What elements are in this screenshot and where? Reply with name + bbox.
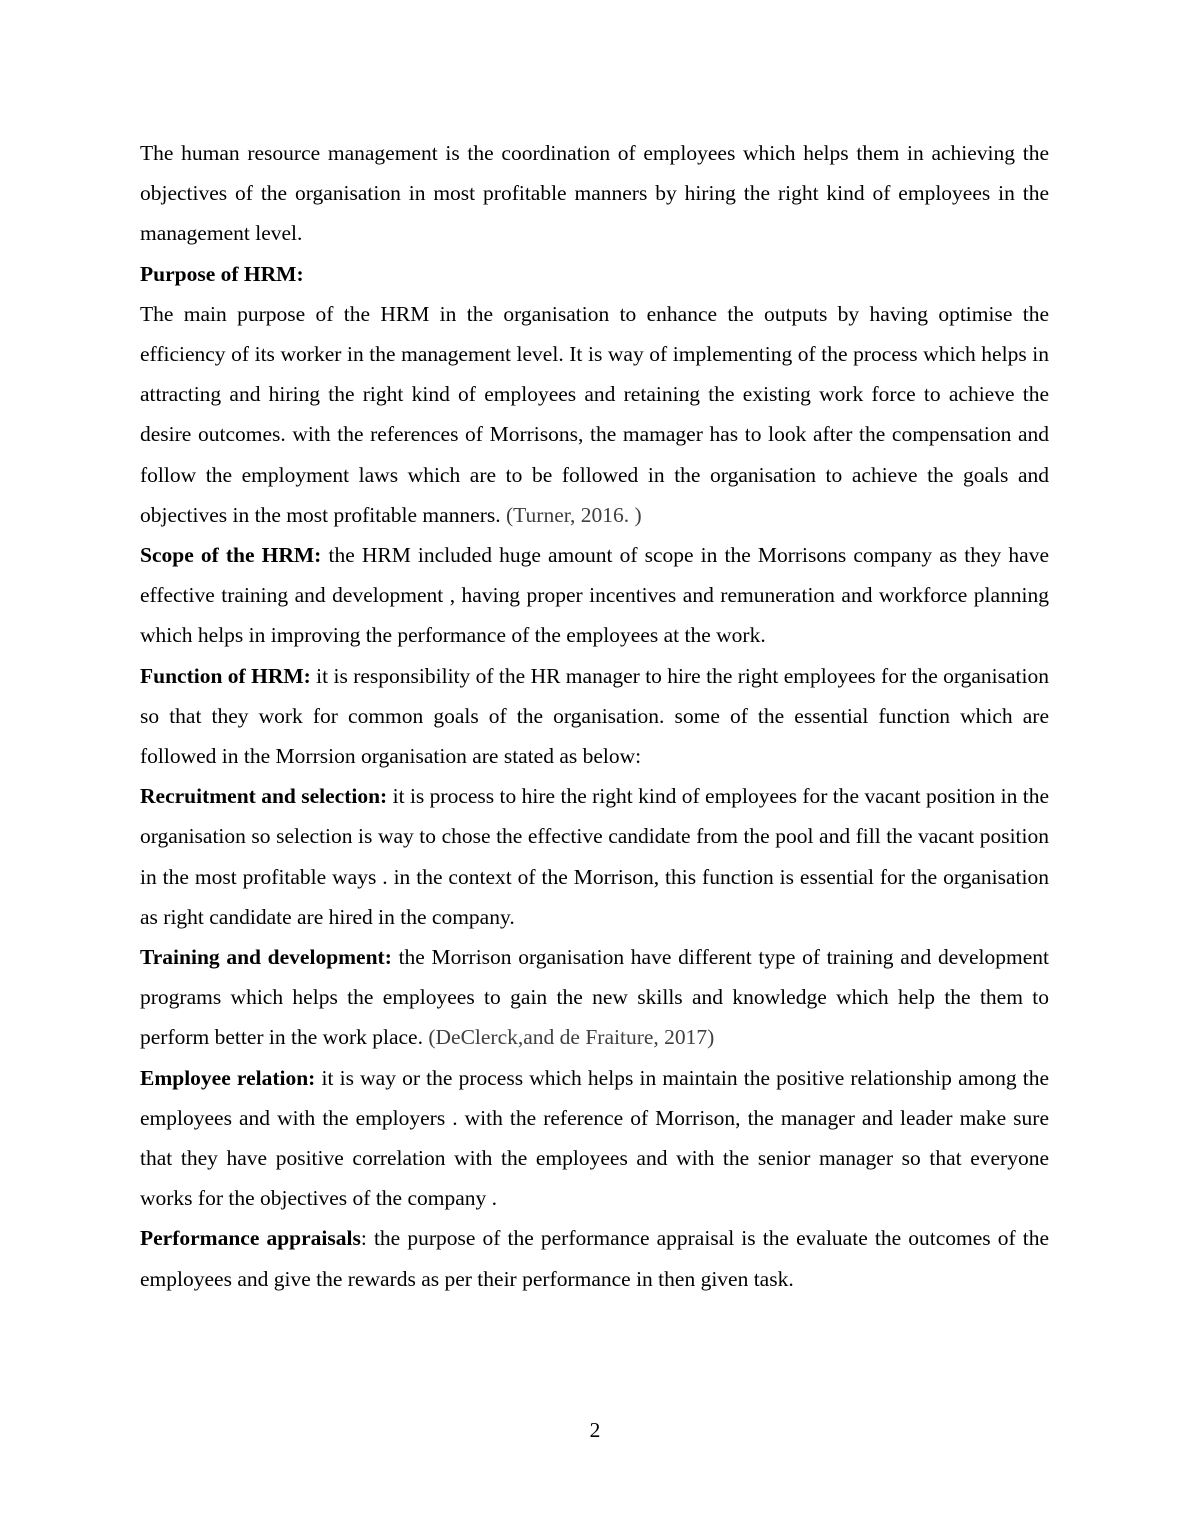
training-text: the Morrison organisation have different type of training and development programs which helps the employees to gain the new skills and knowledge which help the them to perform better in the work place. xyxy=(140,945,1049,1050)
purpose-citation: (Turner, 2016. ) xyxy=(506,502,642,527)
recruitment-heading: Recruitment and selection: xyxy=(140,784,388,809)
training-heading: Training and development: xyxy=(140,945,392,970)
scope-heading: Scope of the HRM: xyxy=(140,543,322,568)
function-paragraph xyxy=(140,656,1049,777)
page-number: 2 xyxy=(589,1418,601,1442)
appraisals-text: : the purpose of the performance appraisal is the evaluate the outcomes of the employees and give the rewards as per their performance in then given task. xyxy=(140,1226,1049,1291)
intro-paragraph xyxy=(140,133,1049,254)
function-heading: Function of HRM: xyxy=(140,663,311,688)
recruitment-paragraph xyxy=(140,776,1049,937)
purpose-text: The main purpose of the HRM in the organisation to enhance the outputs by having optimise the efficiency of its worker in the management level. It is way of implementing of the process which helps in attracting and hiring the right kind of employees and retaining the existing work force to achieve the desire outcomes. with the references of Morrisons, the mamager has to look after the compensation and follow the employment laws which are to be followed in the organisation to achieve the goals and objectives in the most profitable manners. xyxy=(140,301,1049,527)
function-text: it is responsibility of the HR manager to hire the right employees for the organisation so that they work for common goals of the organisation. some of the essential function which are followed in the Morrsion organisation are stated as below: xyxy=(140,663,1050,769)
employee-relation-paragraph xyxy=(140,1058,1049,1219)
document-body xyxy=(140,133,1049,1299)
appraisals-heading: Performance appraisals xyxy=(140,1226,361,1251)
training-citation: (DeClerck,and de Fraiture, 2017) xyxy=(428,1025,715,1050)
employee-relation-text: it is way or the process which helps in maintain the positive relationship among the employees and with the employers . with the reference of Morrison, the manager and leader make sure that they have positive correlation with the employees and with the senior manager so that everyone works for the objectives of the company . xyxy=(140,1065,1050,1211)
intro-text: The human resource management is the coordination of employees which helps them in achieving the objectives of the organisation in most profitable manners by hiring the right kind of employees in the management level. xyxy=(140,141,1049,246)
scope-paragraph xyxy=(140,535,1049,656)
employee-relation-heading: Employee relation: xyxy=(140,1065,316,1090)
appraisals-paragraph xyxy=(140,1218,1049,1298)
training-paragraph xyxy=(140,937,1049,1058)
recruitment-text: it is process to hire the right kind of employees for the vacant position in the organisation so selection is way to chose the effective candidate from the pool and fill the vacant position in the most profitable ways . in the context of the Morrison, this function is essential for the organisation as right candidate are hired in the company. xyxy=(140,784,1050,929)
scope-text: the HRM included huge amount of scope in the Morrisons company as they have effective training and development , having proper incentives and remuneration and workforce planning which helps in improving the performance of the employees at the work. xyxy=(140,543,1049,648)
purpose-paragraph xyxy=(140,294,1049,535)
purpose-heading: Purpose of HRM: xyxy=(140,261,304,286)
